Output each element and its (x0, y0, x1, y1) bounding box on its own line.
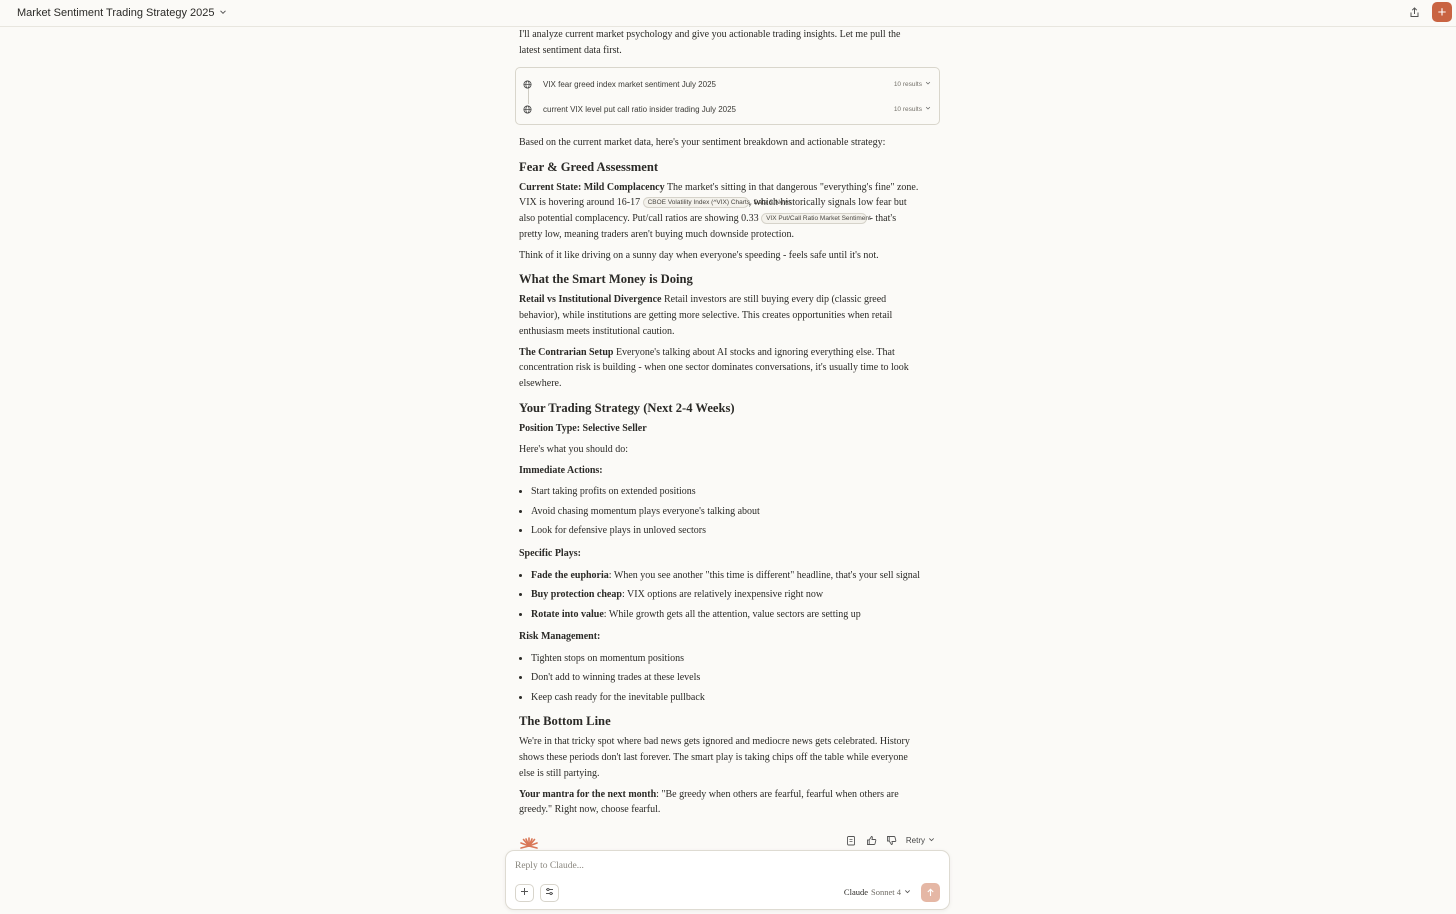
paragraph: We're in that tricky spot where bad news gets ignored and mediocre news gets celebrated. History shows these periods don't last forever. The smart play is taking chips off the table while everyone else is still partying. (519, 736, 910, 779)
list-item: • Don't add to winning trades at these levels (531, 670, 921, 686)
top-bar (0, 0, 1456, 27)
reply-input[interactable] (515, 861, 935, 871)
paragraph (519, 629, 921, 645)
top-actions (1404, 2, 1452, 22)
new-chat-button[interactable] (1432, 2, 1452, 22)
bold-label: Position Type: Selective Seller (519, 422, 647, 434)
bold-label: Specific Plays: (519, 548, 581, 560)
list-item (531, 607, 921, 623)
globe-icon (523, 105, 535, 114)
list-item (531, 587, 921, 603)
bold-label: Fade the euphoria (531, 569, 609, 581)
assistant-message (519, 27, 921, 824)
plus-icon: + (1437, 3, 1447, 21)
results-count: 10 results (893, 105, 922, 113)
model-selector[interactable] (844, 887, 911, 897)
chevron-down-icon (219, 8, 227, 18)
text: Everyone's talking about AI stocks and ignoring everything else. That concentration risk is building - when one sector dominates conversations, it's usually time to look elsewhere. (519, 346, 909, 389)
search-results-toggle[interactable] (894, 77, 931, 93)
list-item: • Start taking profits on extended positions (531, 484, 921, 500)
results-count: 10 results (893, 80, 922, 88)
paragraph: Think of it like driving on a sunny day when everyone's speeding - feels safe until it's not. (519, 249, 879, 261)
bold-label: Rotate into value (531, 608, 604, 620)
text: , which historically signals low fear but also potential complacency. Put/call ratios are showing 0.33 (519, 197, 907, 224)
send-button[interactable] (921, 883, 940, 902)
search-query: current VIX level put call ratio insider trading July 2025 (543, 104, 736, 114)
section-heading: Fear & Greed Assessment (519, 159, 659, 174)
retry-button[interactable] (906, 836, 935, 845)
text: : "Be greedy when others are fearful, fearful when others are greedy." Right now, choose fearful. (519, 788, 899, 816)
paragraph (519, 292, 921, 339)
conversation-title-button[interactable] (17, 7, 227, 19)
paragraph (519, 787, 921, 818)
text: The market's sitting in that dangerous "everything's fine" zone. VIX is hovering around 16-17 (519, 181, 919, 209)
bold-label: Your mantra for the next month (519, 788, 657, 800)
bold-label: Current State: Mild Complacency (519, 181, 665, 193)
paragraph (519, 180, 921, 242)
text: : While growth gets all the attention, value sectors are setting up (603, 608, 861, 620)
paragraph (519, 421, 921, 437)
section-heading: What the Smart Money is Doing (519, 272, 693, 287)
paragraph (519, 463, 921, 479)
intro-text: I'll analyze current market psychology and give you actionable trading insights. Let me pull the latest sentiment data first. (519, 29, 901, 56)
citation-chip[interactable]: VIX Put/Call Ratio Market Sentiment (761, 213, 867, 224)
paragraph (519, 345, 921, 392)
paragraph (519, 546, 921, 562)
conversation-title: Market Sentiment Trading Strategy 2025 (17, 7, 215, 19)
reply-composer (505, 850, 950, 910)
text: - that's pretty low, meaning traders aren't buying much downside protection. (519, 212, 897, 240)
thumbs-down-icon[interactable] (886, 835, 897, 846)
chevron-down-icon (925, 77, 931, 93)
attach-button[interactable] (515, 884, 534, 902)
web-search-results (515, 67, 940, 125)
text: Retail investors are still buying every dip (classic greed behavior), while institutions are getting more selective. This creates opportunities when retail enthusiasm meets institutional caution. (519, 294, 893, 337)
bold-label: Immediate Actions: (519, 464, 603, 476)
search-item[interactable] (523, 97, 931, 122)
arrow-up-icon (926, 884, 935, 902)
share-icon[interactable] (1404, 2, 1424, 22)
section-heading: Your Trading Strategy (Next 2-4 Weeks) (519, 400, 735, 415)
tools-button[interactable] (540, 884, 559, 902)
bullet-list (519, 651, 921, 706)
thumbs-up-icon[interactable] (866, 835, 877, 846)
bold-label: The Contrarian Setup (519, 346, 614, 358)
list-item: • Look for defensive plays in unloved sectors (531, 523, 921, 539)
list-item: • Keep cash ready for the inevitable pullback (531, 690, 921, 706)
chevron-down-icon (904, 887, 911, 897)
list-item (531, 568, 921, 584)
text: : VIX options are relatively inexpensive right now (621, 589, 824, 601)
bold-label: Buy protection cheap (531, 589, 622, 601)
chevron-down-icon (928, 836, 935, 845)
globe-icon (523, 80, 535, 89)
search-query: VIX fear greed index market sentiment July 2025 (543, 79, 716, 89)
sliders-icon (545, 887, 554, 899)
plus-icon (520, 887, 529, 899)
retry-label: Retry (905, 836, 925, 845)
message-actions (519, 832, 939, 852)
bold-label: Retail vs Institutional Divergence (519, 294, 662, 306)
model-name: Claude (843, 887, 868, 897)
claude-logo-icon (519, 836, 539, 850)
model-version: Sonnet 4 (871, 887, 901, 897)
lead-text: Based on the current market data, here's your sentiment breakdown and actionable strategy: (519, 137, 886, 149)
list-item: • Tighten stops on momentum positions (531, 651, 921, 667)
copy-icon[interactable] (846, 835, 857, 846)
list-item: • Avoid chasing momentum plays everyone's talking about (531, 504, 921, 520)
citation-chip[interactable]: CBOE Volatility Index (^VIX) Charts, Data & News (643, 197, 749, 208)
bullet-list (519, 484, 921, 539)
action-buttons (846, 835, 935, 846)
chevron-down-icon (925, 102, 931, 118)
search-results-toggle[interactable] (894, 102, 931, 118)
search-item[interactable] (523, 72, 931, 97)
bullet-list (519, 568, 921, 623)
bold-label: Risk Management: (519, 631, 601, 643)
text: : When you see another "this time is different" headline, that's your sell signal (608, 569, 920, 581)
paragraph: Here's what you should do: (519, 443, 629, 455)
section-heading: The Bottom Line (519, 714, 611, 729)
